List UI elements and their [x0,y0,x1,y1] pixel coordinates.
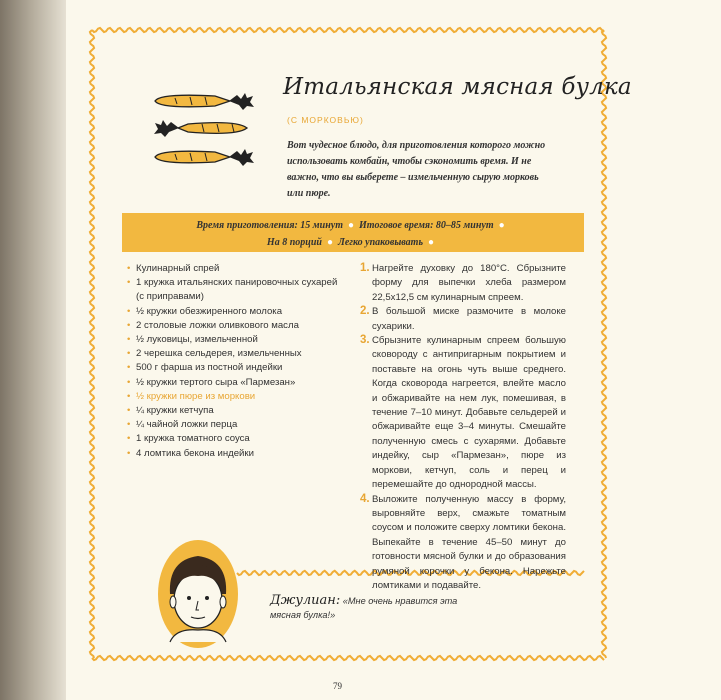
info-bar [122,213,584,252]
recipe-subtitle: (С МОРКОВЬЮ) [287,115,364,125]
separator-dot: ● [326,237,333,248]
ingredient-item: • ½ кружки тертого сыра «Пармезан» [127,376,347,390]
packing: Легко упаковывать [338,237,424,248]
separator-dot: ● [428,237,435,248]
frame-wave [92,28,604,32]
ingredient-item: • ½ кружки обезжиренного молока [127,305,347,319]
carrot-icon [155,93,254,110]
frame-wave [602,30,606,658]
step-text: В большой миске размочите в молоке сухарики. [372,306,566,332]
step-number: 2. [360,305,370,318]
carrot-icon [155,149,254,166]
ingredient-item: • 4 ломтика бекона индейки [127,447,347,461]
frame-wave [92,656,604,660]
step-number: 4. [360,492,370,505]
boy-portrait [158,540,238,648]
step-list [360,262,566,593]
separator-dot: ● [498,220,505,231]
prep-time: Время приготовления: 15 минут [196,220,343,231]
quote-name: Джулиан: [270,593,341,608]
ingredient-item: • 1 кружка итальянских панировочных сухарей [127,276,347,290]
ingredient-item: • 500 г фарша из постной индейки [127,361,347,375]
step-item [360,493,566,594]
servings: На 8 порций [266,237,322,248]
ingredient-item: • Кулинарный спрей [127,262,347,276]
ingredient-item: (с приправами) [136,291,204,303]
ingredient-item: • ½ луковицы, измельченной [127,333,347,347]
step-item [360,334,566,492]
recipe-title: Итальянская мясная булка [283,74,632,100]
step-item [360,262,566,305]
quote [270,594,470,622]
ingredient-item: • 2 черешка сельдерея, измельченных [127,347,347,361]
ingredient-item: • ½ кружки пюре из моркови [127,390,347,404]
step-number: 3. [360,334,370,347]
quote-text: «Мне очень нравится эта мясная булка!» [270,596,458,620]
ingredient-item: • 2 столовые ложки оливкового масла [127,319,347,333]
separator-dot: ● [347,220,355,231]
frame-wave [90,30,94,658]
ingredient-list [127,262,347,461]
ingredient-item: • ¼ чайной ложки перца [127,418,347,432]
carrot-icon [154,120,247,137]
step-text: Выложите полученную массу в форму, выровняйте верх, смажьте томатным соусом и положите сверху ломтики бекона. Выпекайте в течение 45–50 минут до готовности мясной булки и до образования румяной корочки у бекона. Нарежьте ломтиками и подавайте. [372,493,566,591]
total-time: Итоговое время: 80–85 минут [359,220,494,231]
ingredient-item: • 1 кружка томатного соуса [127,432,347,446]
step-text: Сбрызните кулинарным спреем большую сковороду с антипригарным покрытием и поставьте на огонь чуть выше среднего. Когда сковорода нагреется, влейте масло и обжаривайте на нем лук, помешивая, в течение 7–10 минут. Добавьте сельдерей и обжаривайте еще 3–4 минуты. Смешайте полученную смесь с сухарями. Добавьте индейку, сыр «Пармезан», пюре из моркови, кетчуп, соль и перец и перемешайте до однородной массы. [372,335,566,491]
ingredient-item: • ¼ кружки кетчупа [127,404,347,418]
step-text: Нагрейте духовку до 180°C. Сбрызните форму для выпечки хлеба размером 22,5x12,5 см кулинарным спреем. [372,263,566,303]
step-item [360,305,566,334]
step-number: 1. [360,262,370,274]
recipe-intro: Вот чудесное блюдо, для приготовления которого можно использовать комбайн, чтобы сэкономить время. И не важно, что вы выберете – измельченную сырую морковь или пюре. [287,140,546,199]
page-number: 79 [333,681,342,691]
